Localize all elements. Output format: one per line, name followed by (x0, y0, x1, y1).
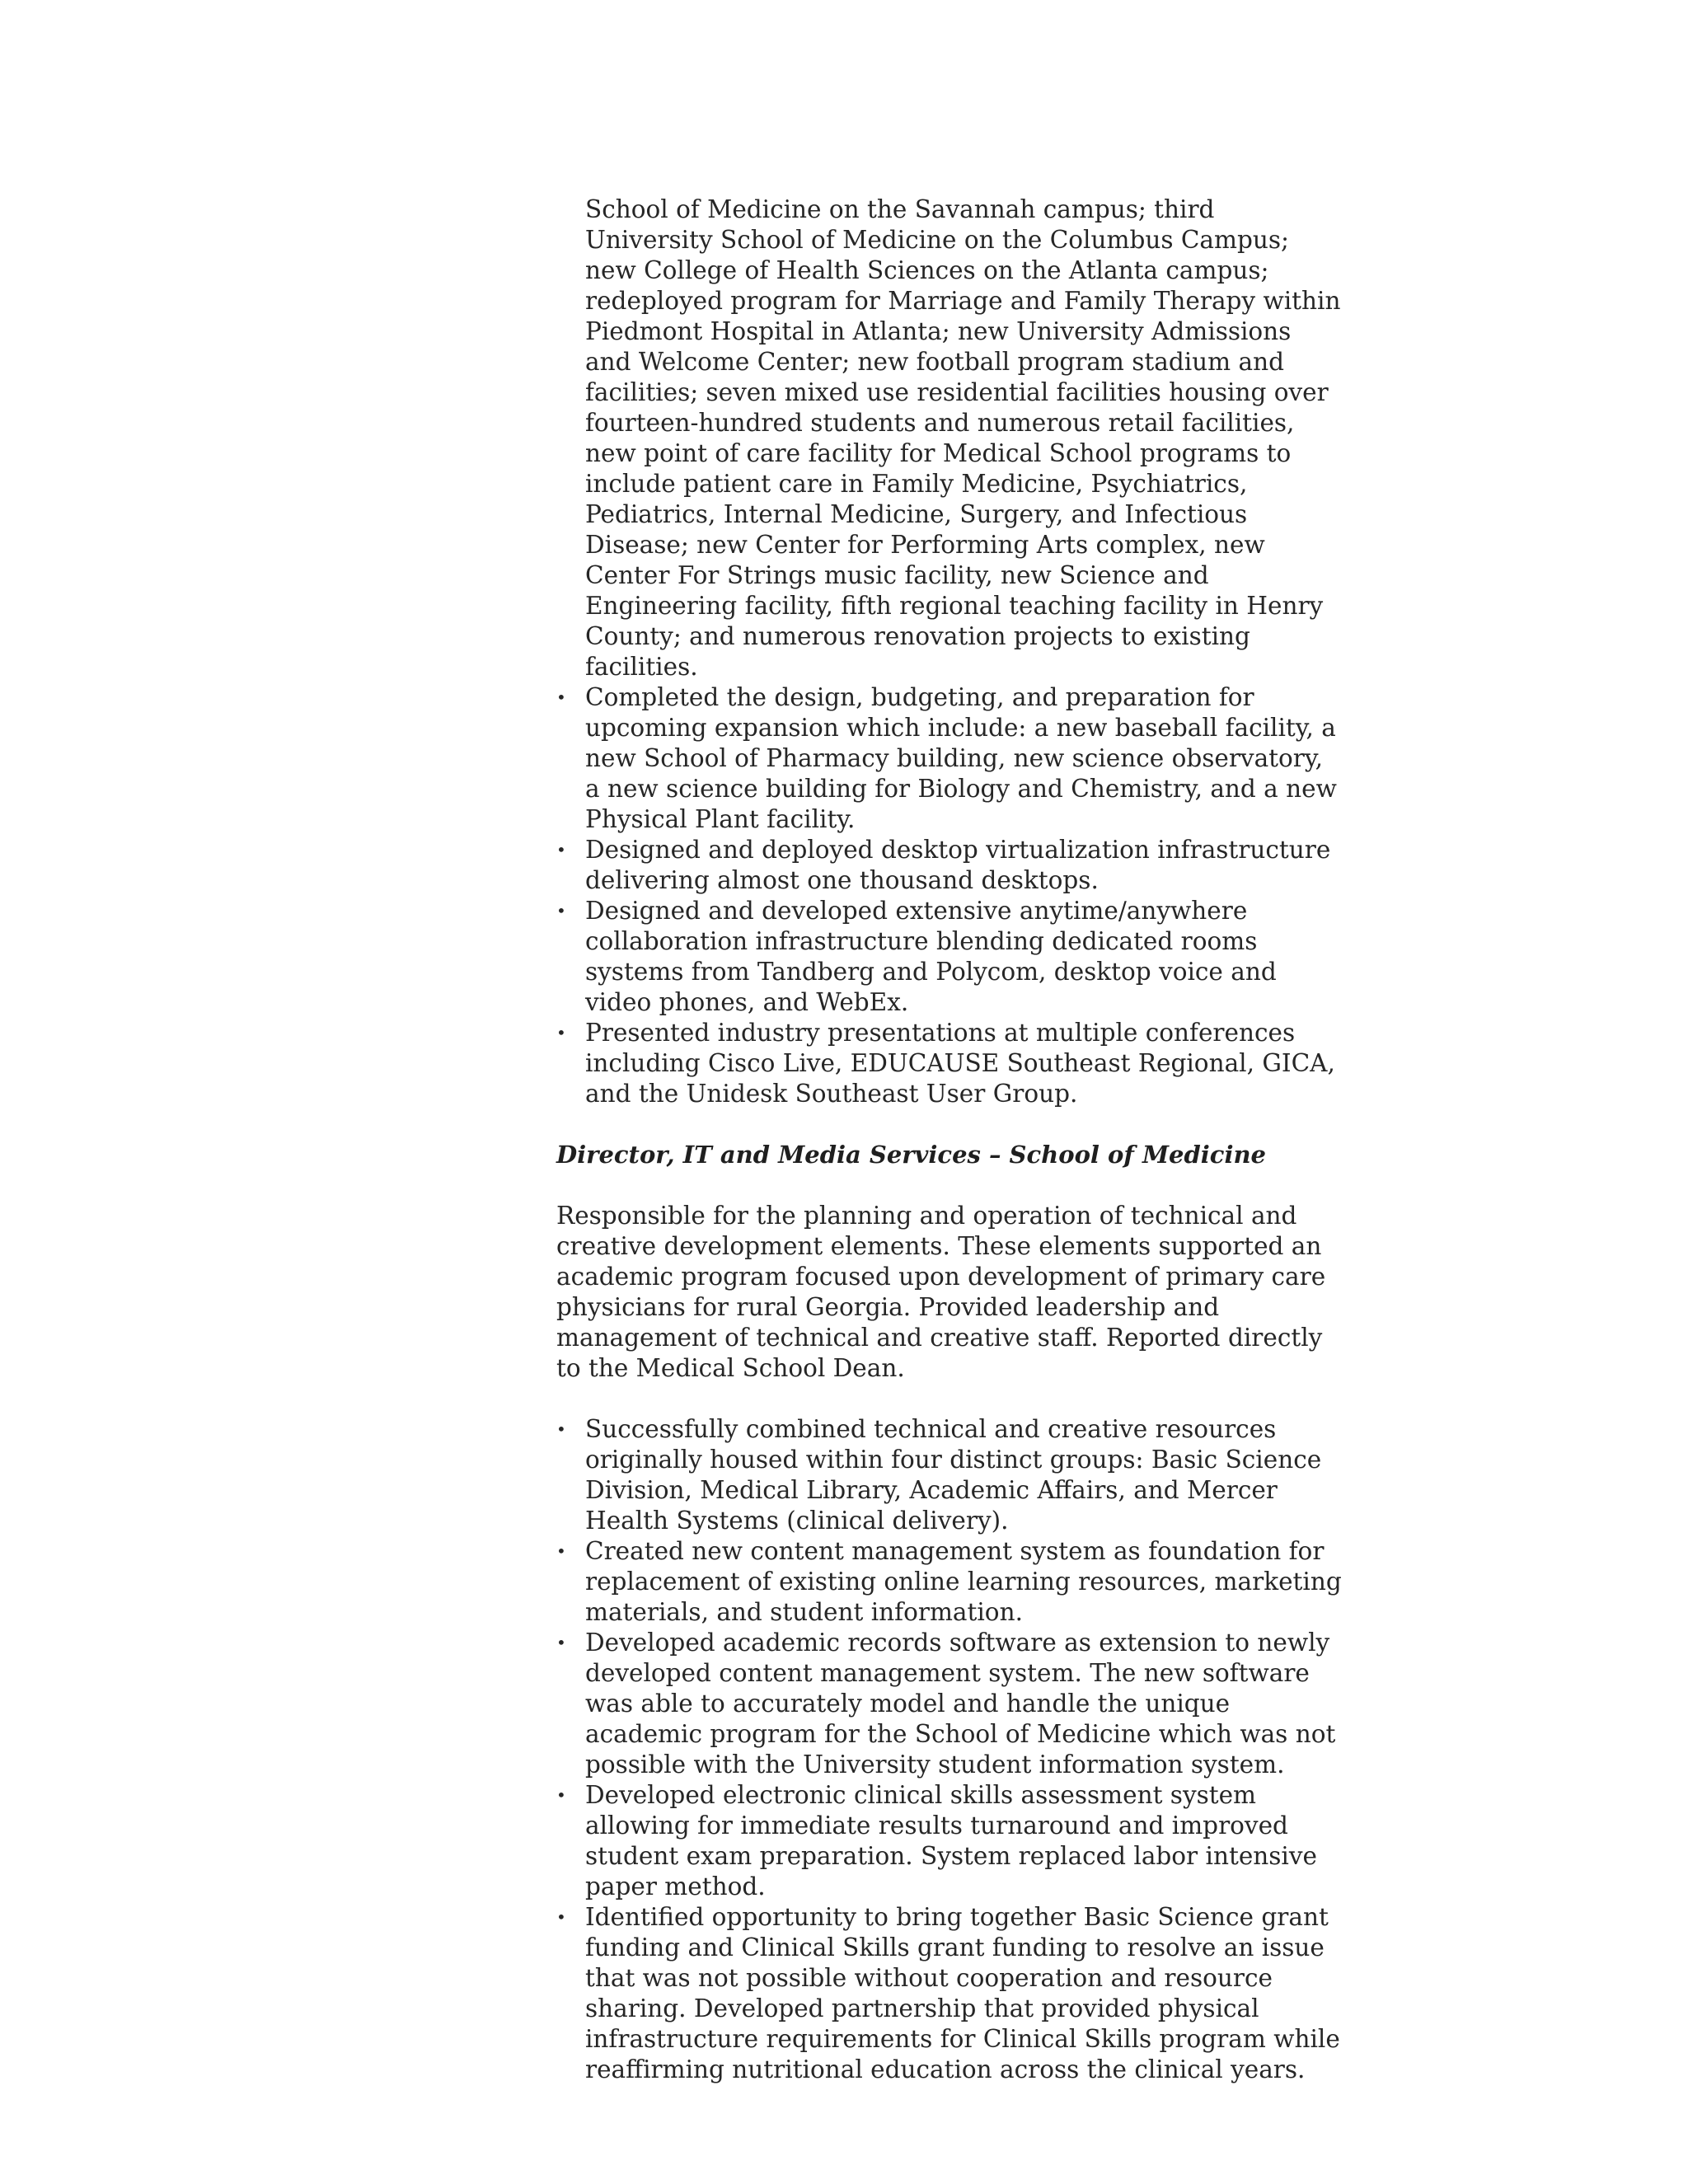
accomplishments-list-1 (556, 682, 1343, 1109)
list-item-text: Presented industry presentations at multiple conferences including Cisco Live, EDUCAUSE Southeast Regional, GICA, and the Unidesk Southeast User Group. (585, 1019, 1335, 1108)
resume-content (556, 194, 1343, 2085)
list-item (556, 896, 1343, 1018)
bullet-icon: • (556, 1419, 566, 1439)
list-item (556, 682, 1343, 835)
accomplishments-list-2 (556, 1414, 1343, 2085)
list-item (556, 835, 1343, 896)
list-item-text: Developed academic records software as extension to newly developed content management system. The new software was able to accurately model and handle the unique academic program for the School of Medicine which was not possible with the University student information system. (585, 1629, 1336, 1779)
continued-bullet-text: School of Medicine on the Savannah campus; third University School of Medicine on the Columbus Campus; new College of Health Sciences on the Atlanta campus; redeployed program for Marriage and Family Therapy within Piedmont Hospital in Atlanta; new University Admissions and Welcome Center; new football program stadium and facilities; seven mixed use residential facilities housing over fourteen-hundred students and numerous retail facilities, new point of care facility for Medical School programs to include patient care in Family Medicine, Psychiatrics, Pediatrics, Internal Medicine, Surgery, and Infectious Disease; new Center for Performing Arts complex, new Center For Strings music facility, new Science and Engineering facility, fifth regional teaching facility in Henry County; and numerous renovation projects to existing facilities. (585, 195, 1341, 681)
bullet-icon: • (556, 1023, 566, 1043)
position-heading: Director, IT and Media Services – School of Medicine (556, 1141, 1266, 1169)
list-item (556, 1018, 1343, 1109)
bullet-icon: • (556, 840, 566, 860)
bullet-icon: • (556, 1633, 566, 1652)
bullet-icon: • (556, 1541, 566, 1561)
bullet-icon: • (556, 901, 566, 921)
list-item-text: Designed and deployed desktop virtualization infrastructure delivering almost one thousand desktops. (585, 836, 1331, 894)
list-item (556, 1536, 1343, 1628)
bullet-icon: • (556, 687, 566, 707)
list-item (556, 1628, 1343, 1780)
list-item (556, 1414, 1343, 1536)
list-item-text: Developed electronic clinical skills assessment system allowing for immediate results turnaround and improved student exam preparation. System replaced labor intensive paper method. (585, 1781, 1317, 1900)
list-item-text: Created new content management system as foundation for replacement of existing online learning resources, marketing materials, and student information. (585, 1537, 1342, 1626)
position-description: Responsible for the planning and operation of technical and creative development elements. These elements supported an academic program focused upon development of primary care physicians for rural Georgia. Provided leadership and management of technical and creative staff. Reported directly to the Medical School Dean. (556, 1202, 1326, 1382)
list-item-text: Identified opportunity to bring together Basic Science grant funding and Clinical Skills grant funding to resolve an issue that was not possible without cooperation and resource sharing. Developed partnership that provided physical infrastructure requirements for Clinical Skills program while reaffirming nutritional education across the clinical years. (585, 1903, 1340, 2083)
list-item (556, 1780, 1343, 1902)
list-item-text: Successfully combined technical and creative resources originally housed within four distinct groups: Basic Science Division, Medical Library, Academic Affairs, and Mercer Health Systems (clinical delivery). (585, 1415, 1322, 1535)
bullet-icon: • (556, 1785, 566, 1805)
bullet-icon: • (556, 1907, 566, 1927)
list-item-text: Designed and developed extensive anytime/anywhere collaboration infrastructure blending dedicated rooms systems from Tandberg and Polycom, desktop voice and video phones, and WebEx. (585, 897, 1277, 1016)
list-item-text: Completed the design, budgeting, and preparation for upcoming expansion which include: a new baseball facility, a new School of Pharmacy building, new science observatory, a new science building for Biology and Chemistry, and a new Physical Plant facility. (585, 683, 1337, 833)
list-item (556, 1902, 1343, 2085)
